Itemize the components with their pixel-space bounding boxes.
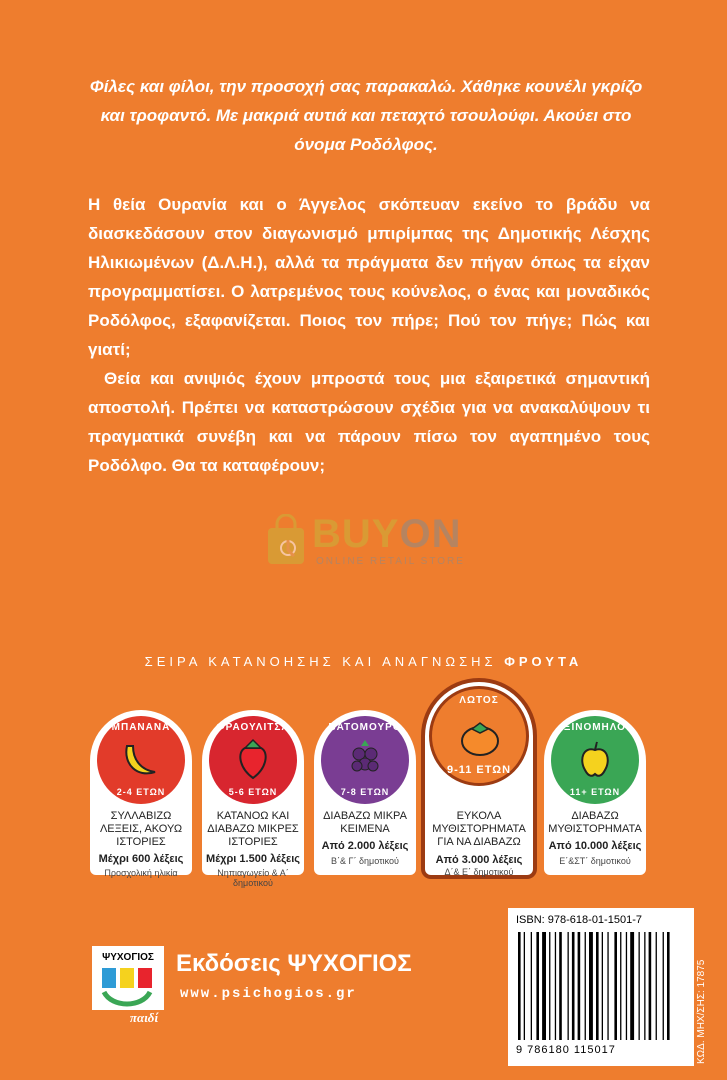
isbn-barcode-block <box>508 908 694 1066</box>
level-badge: ΦΡΑΟΥΛΙΤΣΑ 5-6 ΕΤΩΝ <box>209 716 297 804</box>
story-paragraph-1: Η θεία Ουρανία και ο Άγγελος σκόπευαν εκείνο το βράδυ να διασκεδάσουν στον διαγωνισμό μπιρίμπας της Δημοτικής Λέσχης Ηλικιωμένων (Δ.Λ.Η.), αλλά τα πράγματα δεν πήγαν όπως τα είχαν προγραμματίσει. Ο λατρεμένος τους κούνελος, ο ένας και μοναδικός Ροδόλφος, εξαφανίζεται. Ποιος τον πήρε; Πού τον πήγε; Πώς και γιατί; <box>88 195 650 359</box>
reading-levels <box>90 688 650 888</box>
publisher-url[interactable]: www.psichogios.gr <box>180 986 357 1002</box>
back-cover-blurb: Φίλες και φίλοι, την προσοχή σας παρακαλώ. Χάθηκε κουνέλι γκρίζο και τροφαντό. Με μακριά αυτιά και πεταχτό τσουλούφι. Ακούει στο όνομα Ροδόλφος. <box>89 77 643 154</box>
level-card-persimmon: ΛΩΤΟΣ 9-11 ΕΤΩΝ ΕΥΚΟΛΑ ΜΥΘΙΣΤΟΡΗΜΑΤΑ ΓΙΑ ΝΑ ΔΙΑΒΑΖΩ Από 3.000 λέξεις Δ΄& Ε΄ δημοτικού <box>425 682 533 875</box>
apple-icon <box>577 738 613 780</box>
strawberry-icon <box>235 738 271 780</box>
story-summary <box>88 190 650 480</box>
level-badge: ΞΙΝΟΜΗΛΟ 11+ ΕΤΩΝ <box>551 716 639 804</box>
isbn-label: ISBN: 978-618-01-1501-7 <box>516 914 642 926</box>
level-card-apple: ΞΙΝΟΜΗΛΟ 11+ ΕΤΩΝ ΔΙΑΒΑΖΩ ΜΥΘΙΣΤΟΡΗΜΑΤΑ Από 10.000 λέξεις Ε΄&ΣΤ΄ δημοτικού <box>544 710 646 875</box>
level-card-banana: ΜΠΑΝΑΝΑ 2-4 ΕΤΩΝ ΣΥΛΛΑΒΙΖΩ ΛΕΞΕΙΣ, ΑΚΟΥΩ ΙΣΤΟΡΙΕΣ Μέχρι 600 λέξεις Προσχολική ηλικία <box>90 710 192 875</box>
buyon-brand: BUYON <box>312 512 462 556</box>
psichogios-logo <box>92 946 164 1026</box>
level-badge: ΜΠΑΝΑΝΑ 2-4 ΕΤΩΝ <box>97 716 185 804</box>
persimmon-icon <box>458 715 502 759</box>
shopping-bag-icon <box>264 514 308 566</box>
svg-text:παιδί: παιδί <box>129 1010 159 1025</box>
buyon-watermark <box>262 512 482 572</box>
product-code: ΚΩΔ. ΜΗΧ/ΣΗΣ: 17875 <box>696 959 707 1064</box>
buyon-tagline: ONLINE RETAIL STORE <box>316 556 465 567</box>
banana-icon <box>121 738 161 782</box>
level-card-blackberry: ΒΑΤΟΜΟΥΡΟ 7-8 ΕΤΩΝ ΔΙΑΒΑΖΩ ΜΙΚΡΑ ΚΕΙΜΕΝΑ Από 2.000 λέξεις Β΄& Γ΄ δημοτικού <box>314 710 416 875</box>
publisher-name: Εκδόσεις ΨΥΧΟΓΙΟΣ <box>176 950 412 977</box>
blackberry-icon <box>347 738 383 780</box>
level-badge: ΛΩΤΟΣ 9-11 ΕΤΩΝ <box>429 686 529 786</box>
barcode-digits: 9 786180 115017 <box>516 1044 616 1056</box>
barcode <box>516 932 688 1040</box>
svg-text:ΨΥΧΟΓΙΟΣ: ΨΥΧΟΓΙΟΣ <box>102 952 154 963</box>
level-badge: ΒΑΤΟΜΟΥΡΟ 7-8 ΕΤΩΝ <box>321 716 409 804</box>
level-card-strawberry: ΦΡΑΟΥΛΙΤΣΑ 5-6 ΕΤΩΝ ΚΑΤΑΝΟΩ ΚΑΙ ΔΙΑΒΑΖΩ ΜΙΚΡΕΣ ΙΣΤΟΡΙΕΣ Μέχρι 1.500 λέξεις Νηπιαγωγείο & Α΄ δημοτικού <box>202 710 304 875</box>
series-title: ΣΕΙΡΑ ΚΑΤΑΝΟΗΣΗΣ ΚΑΙ ΑΝΑΓΝΩΣΗΣ ΦΡΟΥΤΑ <box>144 654 583 669</box>
story-paragraph-2: Θεία και ανιψιός έχουν μπροστά τους μια εξαιρετικά σημαντική αποστολή. Πρέπει να καταστρώσουν σχέδια για να ανακαλύψουν τι πραγματικά συνέβη και να πάρουν πίσω τον αγαπημένο τους Ροδόλφο. Θα τα καταφέρουν; <box>88 369 650 475</box>
